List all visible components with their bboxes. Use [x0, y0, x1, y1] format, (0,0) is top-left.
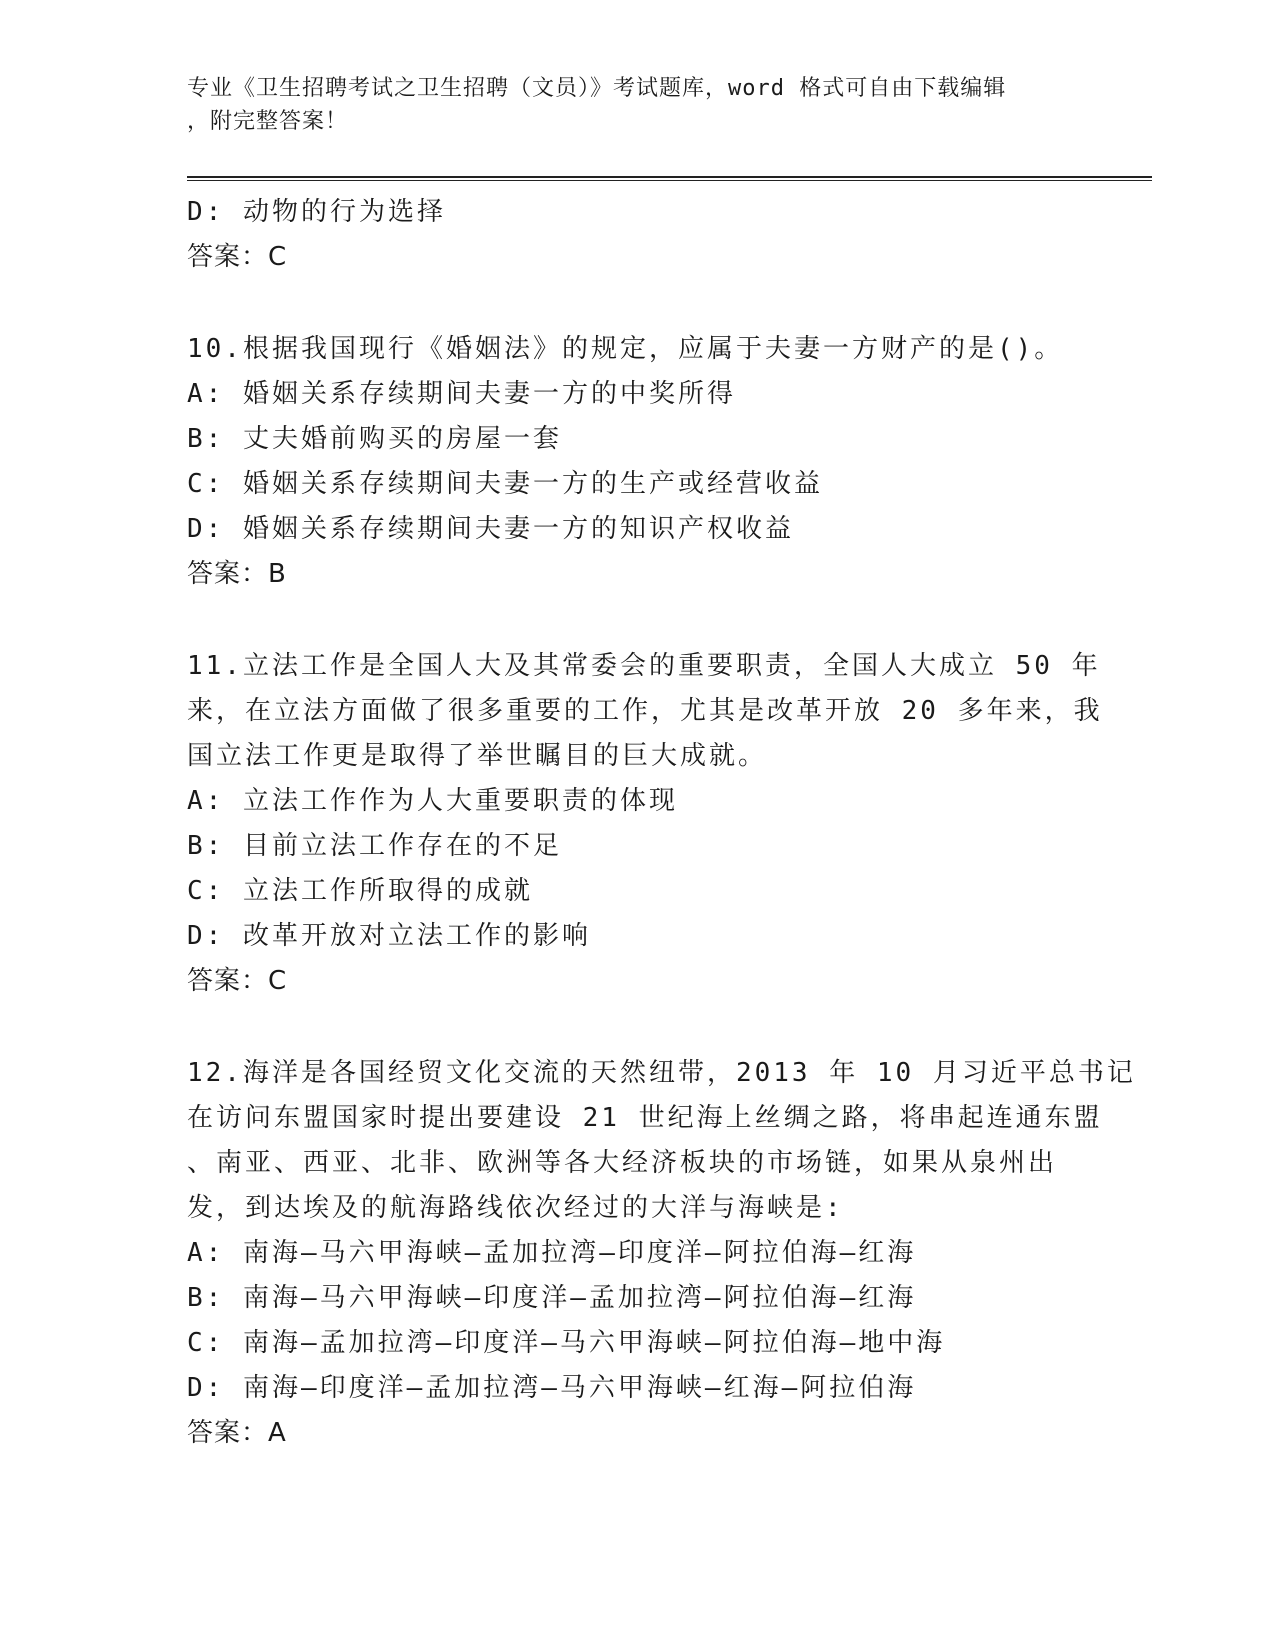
spacer — [187, 280, 1087, 327]
question-stem-line-4: 发，到达埃及的航海路线依次经过的大洋与海峡是: — [187, 1193, 844, 1223]
document-body — [187, 190, 1136, 1456]
option-b: B: 目前立法工作存在的不足 — [187, 831, 562, 861]
header-divider — [187, 176, 1152, 181]
question-stem: 10.根据我国现行《婚姻法》的规定，应属于夫妻一方财产的是()。 — [187, 334, 1064, 364]
answer-line: 答案：B — [187, 559, 287, 589]
answer-line: 答案：C — [187, 966, 288, 996]
option-a: A: 立法工作作为人大重要职责的体现 — [187, 786, 678, 816]
option-d: D: 改革开放对立法工作的影响 — [187, 921, 591, 951]
question-stem-line-2: 在访问东盟国家时提出要建设 21 世纪海上丝绸之路，将串起连通东盟 — [187, 1103, 1103, 1133]
option-b: B: 丈夫婚前购买的房屋一套 — [187, 424, 562, 454]
option-a: A: 南海—马六甲海峡—孟加拉湾—印度洋—阿拉伯海—红海 — [187, 1238, 917, 1268]
question-stem-line-2: 来，在立法方面做了很多重要的工作，尤其是改革开放 20 多年来，我 — [187, 696, 1103, 726]
question-stem-line-1: 12.海洋是各国经贸文化交流的天然纽带，2013 年 10 月习近平总书记 — [187, 1058, 1136, 1088]
answer-line: 答案：A — [187, 1418, 287, 1448]
option-c: C: 立法工作所取得的成就 — [187, 876, 533, 906]
question-12 — [187, 1051, 1136, 1456]
spacer — [187, 597, 1087, 644]
option-d: D: 动物的行为选择 — [187, 197, 446, 227]
header-line-2: ，附完整答案！ — [187, 109, 349, 134]
prev-question-tail — [187, 190, 1087, 280]
question-11 — [187, 644, 1103, 1004]
answer-line: 答案：C — [187, 242, 288, 272]
question-stem-line-1: 11.立法工作是全国人大及其常委会的重要职责，全国人大成立 50 年 — [187, 651, 1101, 681]
spacer — [187, 1004, 1087, 1051]
header-line-1: 专业《卫生招聘考试之卫生招聘（文员）》考试题库，word 格式可自由下载编辑 — [187, 76, 1007, 101]
question-stem-line-3: 、南亚、西亚、北非、欧洲等各大经济板块的市场链，如果从泉州出 — [187, 1148, 1058, 1178]
question-stem-line-3: 国立法工作更是取得了举世瞩目的巨大成就。 — [187, 741, 768, 771]
option-b: B: 南海—马六甲海峡—印度洋—孟加拉湾—阿拉伯海—红海 — [187, 1283, 917, 1313]
page-header — [187, 72, 1067, 138]
option-c: C: 婚姻关系存续期间夫妻一方的生产或经营收益 — [187, 469, 823, 499]
option-d: D: 婚姻关系存续期间夫妻一方的知识产权收益 — [187, 514, 794, 544]
option-c: C: 南海—孟加拉湾—印度洋—马六甲海峡—阿拉伯海—地中海 — [187, 1328, 946, 1358]
option-a: A: 婚姻关系存续期间夫妻一方的中奖所得 — [187, 379, 736, 409]
option-d: D: 南海—印度洋—孟加拉湾—马六甲海峡—红海—阿拉伯海 — [187, 1373, 917, 1403]
question-10 — [187, 327, 1087, 597]
